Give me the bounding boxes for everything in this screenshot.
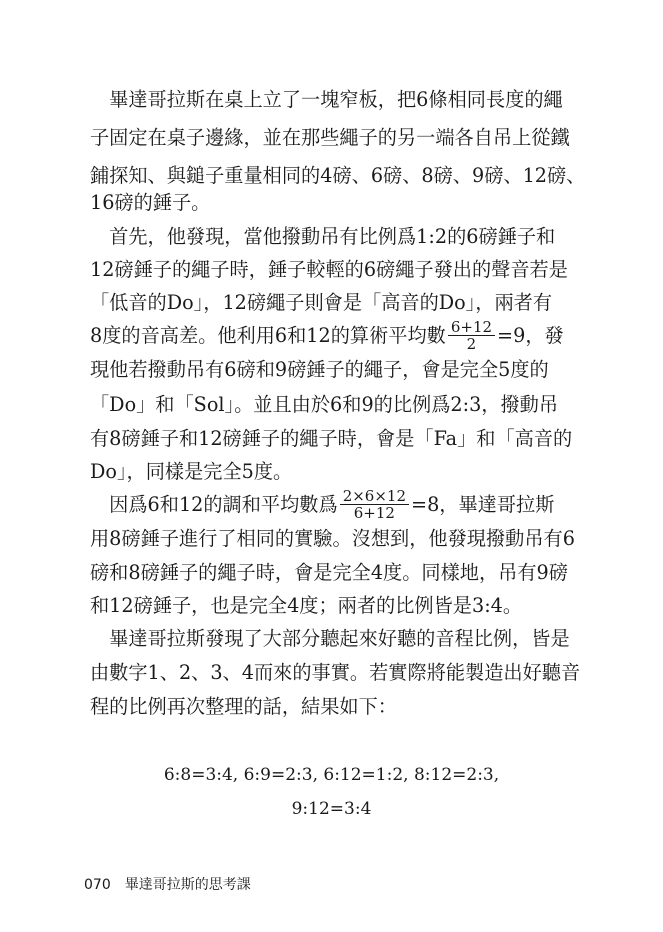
harmonic-mean-fraction [340,488,409,521]
running-book-title: 畢達哥拉斯的思考課 [124,877,251,893]
paragraph-2-line-8: Do」，同樣是完全5度。 [90,460,293,483]
arithmetic-mean-fraction [448,319,495,352]
fraction-numerator: 2×6×12 [340,488,409,505]
paragraph-1-line-4: 16磅的錘子。 [90,191,211,214]
paragraph-2-line-7: 有8磅錘子和12磅錘子的繩子時，會是「Fa」和「高音的 [90,427,573,450]
paragraph-4-line-2: 由數字1、2、3、4而來的事實。若實際將能製造出好聽音 [90,661,581,684]
ratio-equations-line-2: 9:12=3:4 [291,799,372,819]
paragraph-3-line-3: 磅和8磅錘子的繩子時，會是完全4度。同樣地，吊有9磅 [90,561,568,584]
fraction-denominator: 6+12 [353,503,395,522]
ratio-equations-line-1: 6:8=3:4, 6:9=2:3, 6:12=1:2, 8:12=2:3, [163,765,500,785]
paragraph-4-line-3: 程的比例再次整理的話，結果如下： [90,695,397,718]
paragraph-1-line-3: 鋪探知、與鎚子重量相同的4磅、6磅、8磅、9磅、12磅、 [90,164,586,187]
paragraph-2-line-6: 「Do」和「Sol」。並且由於6和9的比例爲2:3，撥動吊 [90,393,559,416]
paragraph-2-line-2: 12磅錘子的繩子時，錘子較輕的6磅繩子發出的聲音若是 [90,258,568,281]
paragraph-2-line-4 [90,317,564,355]
paragraph-1-line-2: 子固定在桌子邊緣，並在那些繩子的另一端各自吊上從鐵 [90,126,570,149]
paragraph-2-line-4-text: 8度的音高差。他利用6和12的算術平均數 [90,324,446,347]
paragraph-2-line-4-result: =9，發 [497,324,564,347]
paragraph-2-line-1: 首先，他發現，當他撥動吊有比例爲1:2的6磅錘子和 [90,225,556,248]
paragraph-3-line-1 [90,486,560,524]
paragraph-3-line-4: 和12磅錘子，也是完全4度；兩者的比例皆是3:4。 [90,594,523,617]
fraction-denominator: 2 [466,334,477,353]
paragraph-2-line-3: 「低音的Do」，12磅繩子則會是「高音的Do」，兩者有 [90,291,553,314]
paragraph-1-line-1: 畢達哥拉斯在桌上立了一塊窄板，把6條相同長度的繩 [90,88,563,111]
paragraph-3-line-1-text: 因爲6和12的調和平均數爲 [90,493,338,516]
paragraph-4-line-1: 畢達哥拉斯發現了大部分聽起來好聽的音程比例，皆是 [90,627,570,650]
paragraph-3-line-2: 用8磅錘子進行了相同的實驗。沒想到，他發現撥動吊有6 [90,527,575,550]
paragraph-3-line-1-result: =8，畢達哥拉斯 [411,493,555,516]
fraction-numerator: 6+12 [448,319,495,336]
page-footer [84,876,265,894]
paragraph-2-line-5: 現他若撥動吊有6磅和9磅錘子的繩子，會是完全5度的 [90,358,549,381]
page-number: 070 [84,877,111,893]
